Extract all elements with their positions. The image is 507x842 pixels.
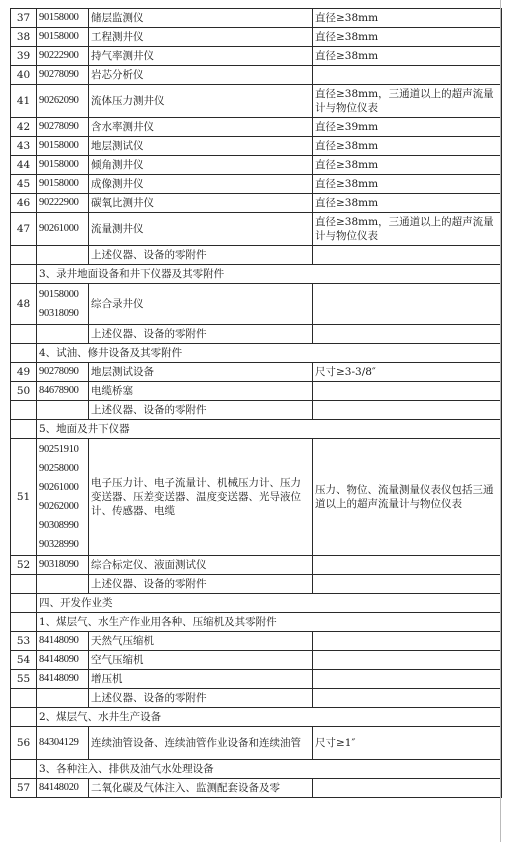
row-number: 50: [11, 382, 37, 401]
hs-code: 90318090: [37, 556, 89, 575]
table-row: [11, 284, 502, 325]
section-row: [11, 344, 502, 363]
section-row: [11, 760, 502, 779]
remark-cell: 直径≥38mm: [313, 9, 502, 28]
item-name: 持气率测井仪: [89, 47, 313, 66]
row-number-cell: [11, 325, 37, 344]
section-row: [11, 708, 502, 727]
item-name: 成像测井仪: [89, 175, 313, 194]
table-row: [11, 9, 502, 28]
row-number: 42: [11, 118, 37, 137]
section-heading: 3、录井地面设备和井下仪器及其零附件: [37, 265, 502, 284]
item-name: 地层测试仪: [89, 137, 313, 156]
table-row: [11, 194, 502, 213]
table-row: [11, 28, 502, 47]
row-number: 56: [11, 727, 37, 760]
item-name: 综合标定仪、液面测试仪: [89, 556, 313, 575]
table-row: [11, 156, 502, 175]
remark-cell: [313, 401, 502, 420]
hs-code: 90328990: [39, 539, 79, 550]
row-number: 51: [11, 439, 37, 556]
item-name: 上述仪器、设备的零附件: [89, 401, 313, 420]
item-name: 倾角测井仪: [89, 156, 313, 175]
table-row: [11, 118, 502, 137]
row-number: 44: [11, 156, 37, 175]
remark-cell: [313, 325, 502, 344]
section-row: [11, 420, 502, 439]
item-name: 储层监测仪: [89, 9, 313, 28]
section-heading: 4、试油、修井设备及其零附件: [37, 344, 502, 363]
remark-cell: 压力、物位、流量测量仪表仪包括三通道以上的超声流量计与物位仪表: [313, 439, 502, 556]
remark-cell: 直径≥38mm，三通道以上的超声流量计与物位仪表: [313, 85, 502, 118]
item-name: 工程测井仪: [89, 28, 313, 47]
hs-code: 84304129: [37, 727, 89, 760]
hs-code: 90222900: [37, 194, 89, 213]
row-number: 55: [11, 670, 37, 689]
remark-cell: [313, 779, 502, 798]
code-list: [37, 284, 89, 325]
row-number: 47: [11, 213, 37, 246]
row-number-cell: [11, 401, 37, 420]
row-number: 46: [11, 194, 37, 213]
table-body: [11, 9, 502, 798]
remark-cell: [313, 632, 502, 651]
section-heading: 四、开发作业类: [37, 594, 502, 613]
hs-code: 84148020: [37, 779, 89, 798]
hs-code: 90158000: [37, 28, 89, 47]
row-number-cell: [11, 594, 37, 613]
remark-cell: [313, 284, 502, 325]
table-row: [11, 246, 502, 265]
item-name: 上述仪器、设备的零附件: [89, 325, 313, 344]
hs-code: 90262090: [37, 85, 89, 118]
hs-code: 90278090: [37, 363, 89, 382]
remark-cell: [313, 556, 502, 575]
row-number: 45: [11, 175, 37, 194]
table-row: [11, 137, 502, 156]
remark-cell: 尺寸≥1″: [313, 727, 502, 760]
section-heading: 3、各种注入、排供及油气水处理设备: [37, 760, 502, 779]
table-row: [11, 175, 502, 194]
item-name: 上述仪器、设备的零附件: [89, 689, 313, 708]
hs-code: 90158000: [37, 175, 89, 194]
row-number: 52: [11, 556, 37, 575]
table-row: [11, 670, 502, 689]
remark-cell: 直径≥38mm: [313, 156, 502, 175]
table-row: [11, 632, 502, 651]
code-cell: [37, 689, 89, 708]
table-row: [11, 689, 502, 708]
remark-cell: 直径≥38mm: [313, 47, 502, 66]
table-row: [11, 779, 502, 798]
section-heading: 1、煤层气、水生产作业用各种、压缩机及其零附件: [37, 613, 502, 632]
item-name: 空气压缩机: [89, 651, 313, 670]
remark-cell: [313, 575, 502, 594]
table-row: [11, 651, 502, 670]
section-heading: 5、地面及井下仪器: [37, 420, 502, 439]
row-number: 38: [11, 28, 37, 47]
item-name: 增压机: [89, 670, 313, 689]
remark-cell: [313, 382, 502, 401]
hs-code: 84148090: [37, 670, 89, 689]
hs-code: 90308990: [39, 520, 79, 531]
section-row: [11, 265, 502, 284]
table-row: [11, 401, 502, 420]
hs-code: 90222900: [37, 47, 89, 66]
hs-code: 90262000: [39, 501, 79, 512]
hs-code: 90261000: [37, 213, 89, 246]
item-name: 岩芯分析仪: [89, 66, 313, 85]
document-page: [10, 8, 502, 798]
hs-code: 90258000: [39, 463, 79, 474]
hs-code: 90278090: [37, 66, 89, 85]
table-row: [11, 85, 502, 118]
code-stack: [39, 285, 86, 323]
item-name: 电缆桥塞: [89, 382, 313, 401]
hs-code: 84678900: [37, 382, 89, 401]
remark-cell: 直径≥38mm: [313, 194, 502, 213]
remark-cell: [313, 66, 502, 85]
row-number-cell: [11, 265, 37, 284]
hs-code: 90278090: [37, 118, 89, 137]
row-number: 54: [11, 651, 37, 670]
row-number-cell: [11, 344, 37, 363]
remark-cell: [313, 670, 502, 689]
remark-cell: [313, 246, 502, 265]
item-name: 连续油管设备、连续油管作业设备和连续油管: [89, 727, 313, 760]
code-list: [37, 439, 89, 556]
remark-cell: 直径≥39mm: [313, 118, 502, 137]
remark-cell: 直径≥38mm: [313, 28, 502, 47]
item-name: 碳氧比测井仪: [89, 194, 313, 213]
item-name: 上述仪器、设备的零附件: [89, 246, 313, 265]
section-row: [11, 594, 502, 613]
table-row: [11, 382, 502, 401]
row-number: 49: [11, 363, 37, 382]
item-name: 二氧化碳及气体注入、监测配套设备及零: [89, 779, 313, 798]
item-name: 电子压力计、电子流量计、机械压力计、压力变送器、压差变送器、温度变送器、光导液位计、传感器、电缆: [89, 439, 313, 556]
table-row: [11, 66, 502, 85]
table-row: [11, 727, 502, 760]
section-row: [11, 613, 502, 632]
table-row: [11, 575, 502, 594]
table-row: [11, 363, 502, 382]
row-number-cell: [11, 613, 37, 632]
table-row: [11, 213, 502, 246]
code-stack: [39, 440, 86, 554]
code-cell: [37, 246, 89, 265]
table-row: [11, 325, 502, 344]
table-row: [11, 47, 502, 66]
row-number: 40: [11, 66, 37, 85]
item-name: 地层测试设备: [89, 363, 313, 382]
hs-code: 84148090: [37, 632, 89, 651]
row-number-cell: [11, 708, 37, 727]
page-edge-line: [500, 0, 501, 842]
item-name: 流体压力测井仪: [89, 85, 313, 118]
remark-cell: [313, 689, 502, 708]
code-cell: [37, 325, 89, 344]
row-number: 48: [11, 284, 37, 325]
remark-cell: 直径≥38mm: [313, 175, 502, 194]
hs-code: 90261000: [39, 482, 79, 493]
row-number: 57: [11, 779, 37, 798]
row-number: 39: [11, 47, 37, 66]
item-name: 含水率测井仪: [89, 118, 313, 137]
item-name: 流量测井仪: [89, 213, 313, 246]
row-number-cell: [11, 420, 37, 439]
row-number-cell: [11, 246, 37, 265]
hs-code: 90251910: [39, 444, 79, 455]
item-name: 综合录井仪: [89, 284, 313, 325]
remark-cell: 直径≥38mm，三通道以上的超声流量计与物位仪表: [313, 213, 502, 246]
hs-code: 90158000: [37, 156, 89, 175]
code-cell: [37, 575, 89, 594]
equipment-table: [10, 8, 502, 798]
row-number: 53: [11, 632, 37, 651]
remark-cell: [313, 651, 502, 670]
section-heading: 2、煤层气、水井生产设备: [37, 708, 502, 727]
hs-code: 90158000: [39, 289, 79, 300]
hs-code: 90318090: [39, 308, 79, 319]
row-number-cell: [11, 575, 37, 594]
row-number: 43: [11, 137, 37, 156]
table-row: [11, 556, 502, 575]
row-number: 37: [11, 9, 37, 28]
code-cell: [37, 401, 89, 420]
item-name: 上述仪器、设备的零附件: [89, 575, 313, 594]
row-number: 41: [11, 85, 37, 118]
hs-code: 90158000: [37, 137, 89, 156]
row-number-cell: [11, 689, 37, 708]
remark-cell: 直径≥38mm: [313, 137, 502, 156]
table-row: [11, 439, 502, 556]
row-number-cell: [11, 760, 37, 779]
remark-cell: 尺寸≥3-3/8″: [313, 363, 502, 382]
item-name: 天然气压缩机: [89, 632, 313, 651]
hs-code: 84148090: [37, 651, 89, 670]
hs-code: 90158000: [37, 9, 89, 28]
